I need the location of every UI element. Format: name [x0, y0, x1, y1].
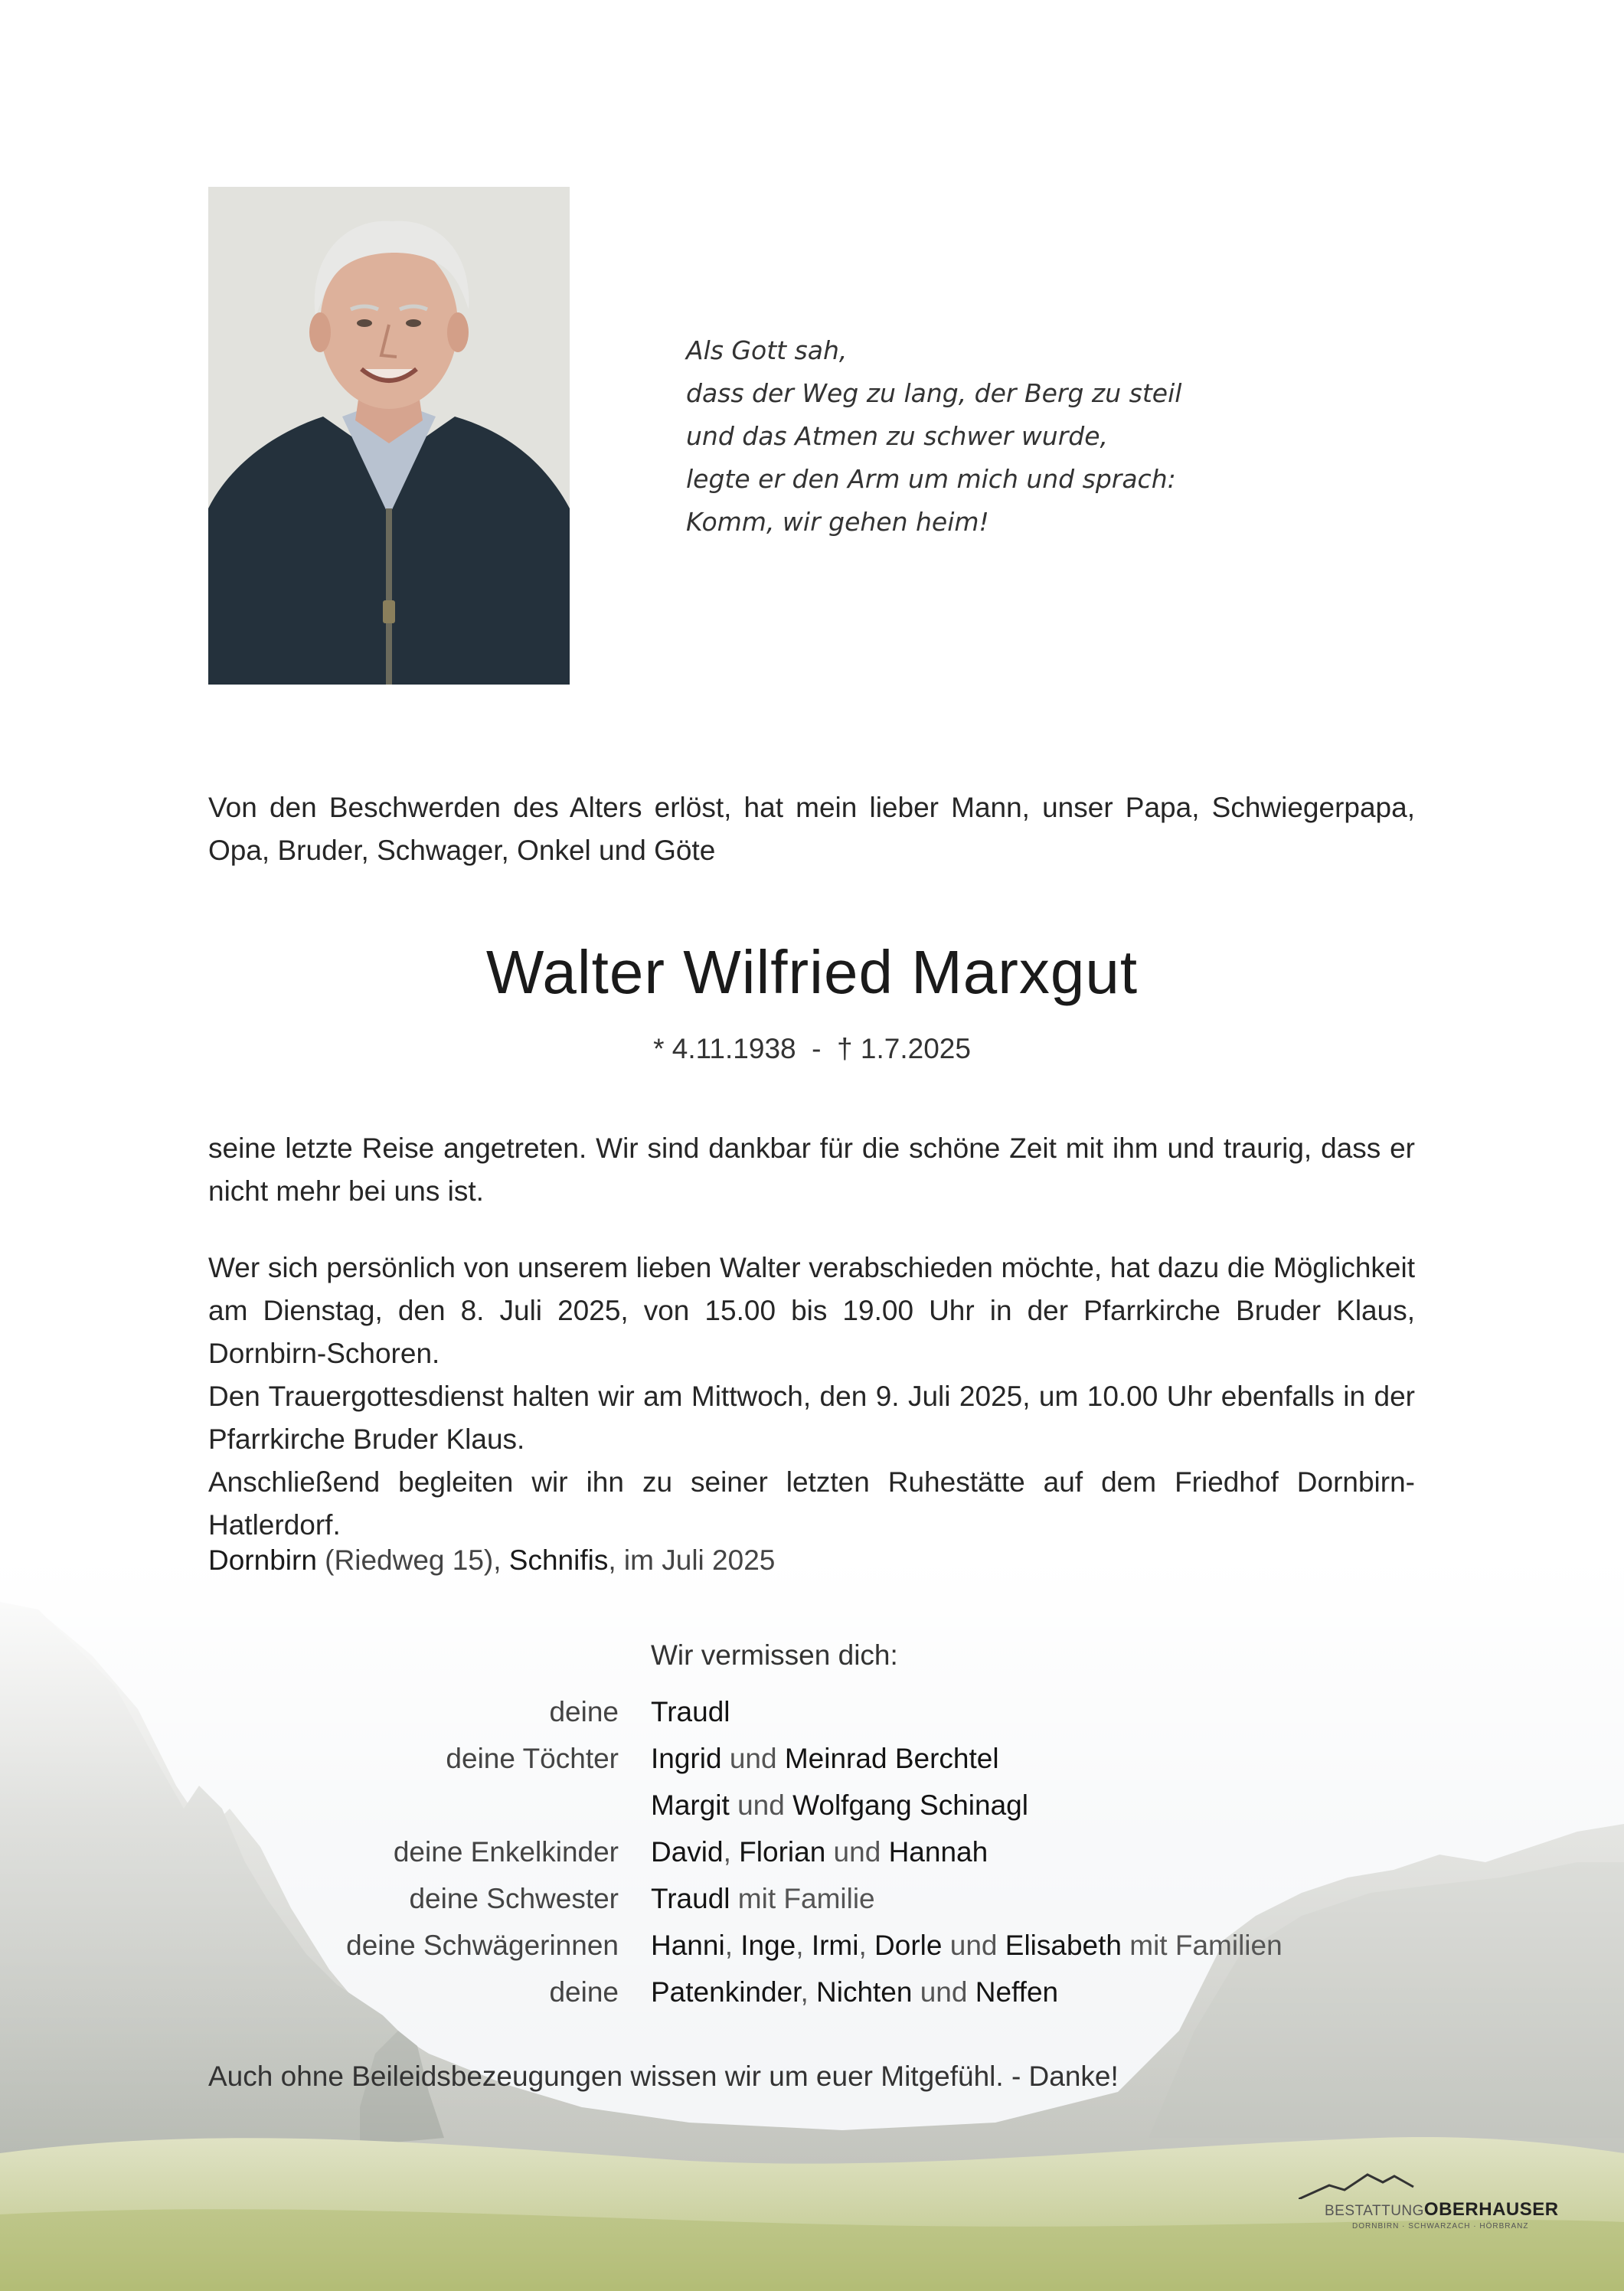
- poem: [686, 329, 1268, 544]
- mourner-name: Inge: [740, 1930, 796, 1961]
- mourner-name: Nichten: [816, 1976, 913, 2008]
- deceased-name: Walter Wilfried Marxgut: [485, 938, 1139, 1006]
- mourner-relation: deine Schwägerinnen: [346, 1930, 619, 1961]
- connector-text: ,: [858, 1930, 875, 1961]
- mourner-names: [651, 1737, 999, 1780]
- mourner-name: Irmi: [811, 1930, 859, 1961]
- mourner-row: [0, 1971, 1624, 2018]
- poem-line: Komm, wir gehen heim!: [686, 507, 989, 537]
- connector-text: mit Familie: [730, 1883, 875, 1914]
- mourner-names: [651, 1784, 1028, 1827]
- mourner-name: Elisabeth: [1005, 1930, 1122, 1961]
- mourner-name: Patenkinder: [651, 1976, 801, 2008]
- mourner-name: Ingrid: [651, 1743, 722, 1774]
- mourner-name: Neffen: [975, 1976, 1059, 2008]
- logo-locations: DORNBIRN · SCHWARZACH · HÖRBRANZ: [1352, 2222, 1529, 2231]
- town-dornbirn: Dornbirn: [208, 1544, 317, 1576]
- journey-paragraph: seine letzte Reise angetreten. Wir sind dankbar für die schöne Zeit mit ihm und traurig, dass er nicht mehr bei uns ist.: [208, 1132, 1415, 1207]
- mourner-name: Traudl: [651, 1696, 730, 1727]
- poem-line: und das Atmen zu schwer wurde,: [686, 421, 1109, 451]
- mourner-name: Dorle: [874, 1930, 943, 1961]
- mourner-names: [651, 1691, 730, 1734]
- mountain-peaks-icon: [1299, 2168, 1452, 2199]
- logo-brand: [1325, 2199, 1559, 2222]
- place-date-line: [208, 1539, 775, 1582]
- mourner-name: Florian: [739, 1836, 826, 1868]
- mourner-name: Wolfgang Schinagl: [792, 1789, 1028, 1821]
- portrait-photo: [208, 187, 570, 685]
- service-paragraph: Den Trauergottesdienst halten wir am Mittwoch, den 9. Juli 2025, um 10.00 Uhr ebenfalls in der Pfarrkirche Bruder Klaus.: [208, 1381, 1415, 1455]
- burial-paragraph: Anschließend begleiten wir ihn zu seiner letzten Ruhestätte auf dem Friedhof Dornbirn-Hatlerdorf.: [208, 1466, 1415, 1541]
- connector-text: und: [825, 1836, 889, 1868]
- date-text: , im Juli 2025: [608, 1544, 776, 1576]
- mourner-relation: deine Töchter: [446, 1743, 619, 1774]
- mourner-relation: deine: [549, 1976, 619, 2008]
- logo-prefix: BESTATTUNG: [1325, 2203, 1424, 2219]
- funeral-home-logo: [1299, 2168, 1559, 2231]
- mourner-row: [0, 1831, 1624, 1878]
- mourner-relation: deine: [549, 1696, 619, 1727]
- mourner-name: Hannah: [888, 1836, 988, 1868]
- mourner-names: [651, 1831, 988, 1874]
- mourner-row: [0, 1878, 1624, 1924]
- mourner-name: David: [651, 1836, 724, 1868]
- connector-text: ,: [796, 1930, 812, 1961]
- mourner-relation: deine Schwester: [409, 1883, 619, 1914]
- logo-name: OBERHAUSER: [1423, 2199, 1559, 2220]
- thanks-line: Auch ohne Beileidsbezeugungen wissen wir um euer Mitgefühl. - Danke!: [208, 2061, 1119, 2092]
- mourner-name: Traudl: [651, 1883, 730, 1914]
- connector-text: und: [942, 1930, 1005, 1961]
- mourners-list: [0, 1691, 1624, 2018]
- viewing-paragraph: Wer sich persönlich von unserem lieben Walter verabschieden möchte, hat dazu die Möglichkeit am Dienstag, den 8. Juli 2025, von 15.00 bis 19.00 Uhr in der Pfarrkirche Bruder Klaus, Dornbirn-Schoren.: [208, 1252, 1415, 1369]
- mourner-row: [0, 1924, 1624, 1971]
- connector-text: ,: [723, 1836, 740, 1868]
- mourner-names: [651, 1924, 1283, 1967]
- mourner-name: Meinrad Berchtel: [784, 1743, 999, 1774]
- poem-line: legte er den Arm um mich und sprach:: [686, 464, 1176, 494]
- mourner-names: [651, 1878, 875, 1920]
- intro-paragraph: Von den Beschwerden des Alters erlöst, hat mein lieber Mann, unser Papa, Schwiegerpapa, Opa, Bruder, Schwager, Onkel und Göte: [208, 792, 1415, 866]
- connector-text: mit Familien: [1121, 1930, 1283, 1961]
- mourner-names: [651, 1971, 1058, 2014]
- mourner-name: Margit: [651, 1789, 730, 1821]
- town-schnifis: Schnifis: [508, 1544, 609, 1576]
- connector-text: und: [721, 1743, 785, 1774]
- mourner-name: Hanni: [651, 1930, 725, 1961]
- mourner-row: [0, 1784, 1624, 1831]
- life-dates: * 4.11.1938 - † 1.7.2025: [653, 1033, 971, 1064]
- poem-line: Als Gott sah,: [686, 335, 848, 365]
- poem-line: dass der Weg zu lang, der Berg zu steil: [686, 378, 1182, 408]
- mourner-row: [0, 1691, 1624, 1737]
- connector-text: ,: [800, 1976, 816, 2008]
- miss-you-title: Wir vermissen dich:: [651, 1639, 898, 1671]
- mourner-row: [0, 1737, 1624, 1784]
- connector-text: ,: [724, 1930, 741, 1961]
- connector-text: und: [912, 1976, 975, 2008]
- mourner-relation: deine Enkelkinder: [393, 1836, 619, 1868]
- farewell-section: [208, 1247, 1415, 1547]
- connector-text: und: [729, 1789, 793, 1821]
- address: (Riedweg 15),: [316, 1544, 509, 1576]
